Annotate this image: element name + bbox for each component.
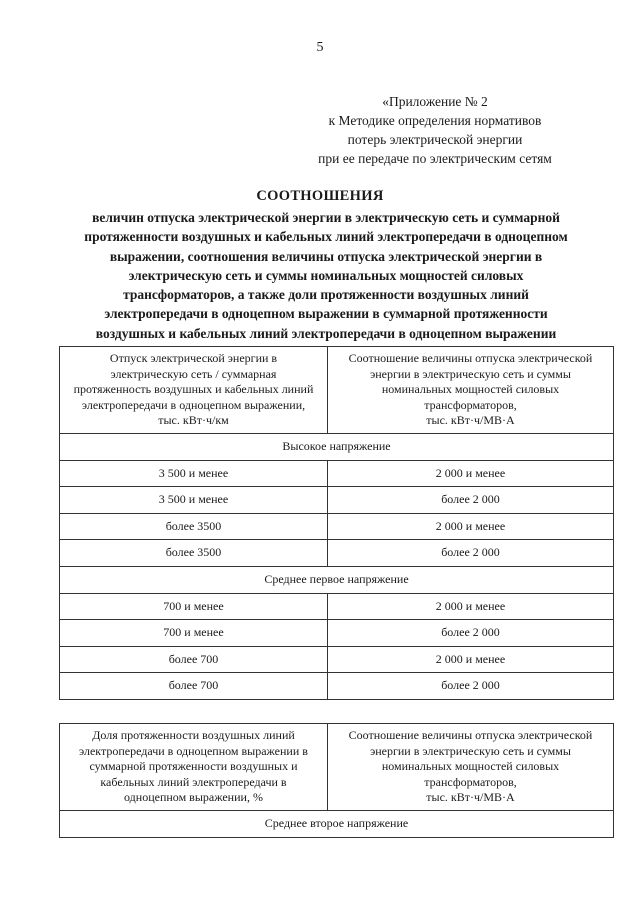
header-line: номинальных мощностей силовых [381, 759, 560, 773]
table-cell-left: 3 500 и менее [60, 487, 328, 514]
header-line: Соотношение величины отпуска электрической [348, 728, 593, 742]
header-line: протяженность воздушных и кабельных линий [73, 382, 314, 396]
appendix-reference [270, 92, 600, 168]
header-line: кабельных линий электропередачи в [100, 774, 287, 789]
section-label: Среднее первое напряжение [60, 566, 614, 593]
table-cell-left: 3 500 и менее [60, 460, 328, 487]
header-cell-energy-per-power [328, 724, 614, 811]
appendix-line: при ее передаче по электрическим сетям [318, 151, 552, 166]
table-cell-right: более 2 000 [328, 620, 614, 647]
table-cell-left: 700 и менее [60, 620, 328, 647]
table-cell-right: 2 000 и менее [328, 593, 614, 620]
appendix-line: потерь электрической энергии [347, 132, 523, 147]
subtitle-line: трансформаторов, а также доли протяженности воздушных линий [123, 287, 529, 303]
header-line: Доля протяженности воздушных линий [92, 728, 295, 742]
header-line: тыс. кВт·ч/МВ·А [426, 413, 515, 427]
subtitle-line: электропередачи в одноцепном выражении в суммарной протяженности [104, 306, 548, 322]
table-row [60, 540, 614, 567]
subtitle-line: протяженности воздушных и кабельных линий электропередачи в одноцепном [84, 229, 568, 245]
appendix-line: к Методике определения нормативов [328, 113, 542, 128]
table-cell-left: 700 и менее [60, 593, 328, 620]
table-row [60, 593, 614, 620]
table-cell-left: более 700 [60, 646, 328, 673]
subtitle-line: выражении, соотношения величины отпуска электрической энергии в [109, 248, 543, 264]
table-header-row [60, 724, 614, 811]
table-cell-right: более 2 000 [328, 540, 614, 567]
header-line: номинальных мощностей силовых [381, 382, 560, 396]
table-row [60, 487, 614, 514]
section-row [60, 810, 614, 837]
section-label: Среднее второе напряжение [60, 810, 614, 837]
header-cell-overhead-share [60, 724, 328, 811]
table-row [60, 513, 614, 540]
table-row [60, 620, 614, 647]
table-cell-right: 2 000 и менее [328, 646, 614, 673]
header-line: электропередачи в одноцепном выражении, [81, 397, 306, 412]
section-row [60, 433, 614, 460]
table-cell-left: более 700 [60, 673, 328, 700]
header-line: электрическую сеть / суммарная [110, 366, 277, 381]
header-line: энергии в электрическую сеть и суммы [370, 743, 571, 758]
table-header-row [60, 347, 614, 434]
header-line: тыс. кВт·ч/км [158, 413, 229, 427]
section-row [60, 566, 614, 593]
header-line: энергии в электрическую сеть и суммы [370, 366, 571, 381]
document-title: СООТНОШЕНИЯ [256, 188, 384, 204]
table-cell-right: более 2 000 [328, 487, 614, 514]
appendix-line: «Приложение № 2 [382, 94, 488, 109]
table-cell-right: более 2 000 [328, 673, 614, 700]
header-cell-energy-per-power [328, 347, 614, 434]
header-line: суммарной протяженности воздушных и [89, 759, 298, 773]
header-line: Соотношение величины отпуска электрической [348, 351, 593, 365]
ratios-table-1 [59, 346, 614, 700]
header-line: Отпуск электрической энергии в [109, 351, 278, 365]
header-line: электропередачи в одноцепном выражении в [79, 743, 308, 758]
header-line: тыс. кВт·ч/МВ·А [426, 790, 515, 804]
table-row [60, 646, 614, 673]
subtitle-line: воздушных и кабельных линий электропередачи в одноцепном выражении [95, 325, 557, 341]
header-cell-energy-per-length [60, 347, 328, 434]
header-line: трансформаторов, [424, 774, 517, 789]
table-row [60, 460, 614, 487]
section-label: Высокое напряжение [60, 433, 614, 460]
table-cell-left: более 3500 [60, 513, 328, 540]
table-cell-left: более 3500 [60, 540, 328, 567]
table-cell-right: 2 000 и менее [328, 460, 614, 487]
subtitle-line: электрическую сеть и суммы номинальных мощностей силовых [128, 267, 524, 283]
document-subtitle [56, 208, 596, 343]
header-line: трансформаторов, [424, 397, 517, 412]
subtitle-line: величин отпуска электрической энергии в электрическую сеть и суммарной [92, 210, 560, 225]
table-row [60, 673, 614, 700]
ratios-table-2 [59, 723, 614, 838]
table-cell-right: 2 000 и менее [328, 513, 614, 540]
header-line: одноцепном выражении, % [124, 790, 263, 804]
page-number: 5 [316, 40, 324, 55]
